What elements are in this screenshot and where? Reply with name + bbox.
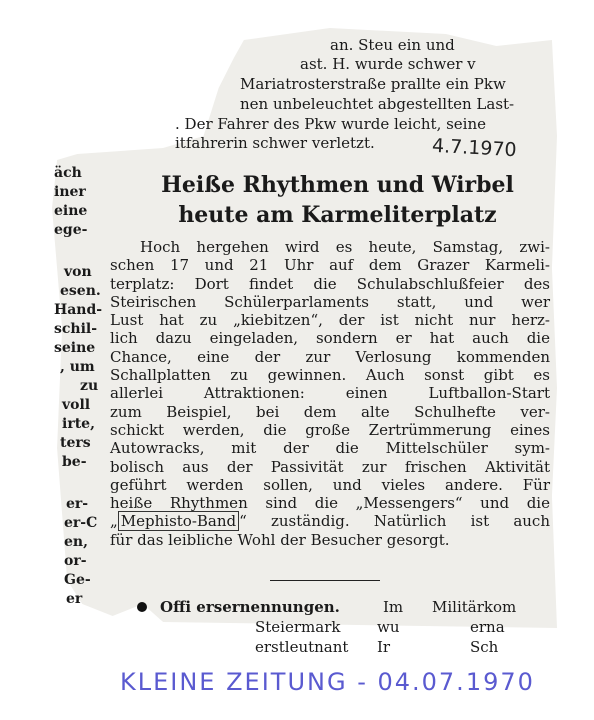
text-line: er bbox=[66, 591, 83, 607]
text-line: itfahrerin schwer verletzt. bbox=[175, 134, 375, 152]
text-line: von bbox=[64, 264, 92, 280]
text-line: ege- bbox=[54, 222, 88, 238]
text-line: erstleutnant bbox=[255, 638, 349, 656]
boxed-band-name: Mephisto-Band bbox=[118, 511, 239, 531]
headline-line: heute am Karmeliterplatz bbox=[178, 202, 497, 228]
body-line bbox=[110, 512, 550, 530]
text-line: or- bbox=[64, 553, 87, 569]
body-line: lich dazu eingeladen, sondern er hat auch die bbox=[110, 329, 550, 348]
body-line: heiße Rhythmen sind die „Messengers“ und die bbox=[110, 494, 550, 513]
body-line: Chance, eine der zur Verlosung kommenden bbox=[110, 347, 550, 366]
text-line: seine bbox=[54, 340, 96, 356]
body-line: schickt werden, die große Zertrümmerung eines bbox=[110, 420, 550, 439]
body-line: allerlei Attraktionen: einen Luftballon-Start bbox=[110, 384, 550, 403]
text-line: Hand- bbox=[54, 302, 103, 318]
quote-mark: „ bbox=[110, 512, 118, 531]
text-line: schil- bbox=[54, 321, 98, 337]
text-line: er-C bbox=[64, 515, 98, 531]
body-line: Hoch hergehen wird es heute, Samstag, zwi- bbox=[140, 238, 550, 256]
body-line: für das leibliche Wohl der Besucher gesorgt. bbox=[110, 530, 450, 549]
body-line: Autowracks, mit der die Mittelschüler sym- bbox=[110, 439, 550, 458]
text-line: , um bbox=[60, 359, 95, 375]
text-line: Militärkom bbox=[432, 598, 517, 616]
text-line: ters bbox=[60, 435, 91, 451]
bullet-icon bbox=[137, 602, 147, 612]
text-line: en, bbox=[64, 534, 88, 550]
article-headline bbox=[140, 170, 535, 230]
text-line: irte, bbox=[62, 416, 95, 432]
body-line: Lust hat zu „kiebitzen“, der ist nicht nur herz- bbox=[110, 311, 550, 330]
text-line: be- bbox=[62, 454, 87, 470]
headline-line: Heiße Rhythmen und Wirbel bbox=[161, 172, 514, 198]
text-line: Ge- bbox=[64, 572, 91, 588]
text-line: Steiermark bbox=[255, 618, 341, 636]
text-line: Offi ersernennungen. bbox=[160, 598, 340, 616]
text-line: wu bbox=[377, 618, 400, 636]
text-line: er- bbox=[66, 496, 89, 512]
divider-rule bbox=[270, 580, 380, 581]
text-line: . Der Fahrer des Pkw wurde leicht, seine bbox=[175, 115, 487, 133]
handwritten-source-note: KLEINE ZEITUNG - 04.07.1970 bbox=[120, 668, 535, 696]
text-line: voll bbox=[62, 397, 91, 413]
text-line: ast. H. wurde schwer v bbox=[300, 55, 476, 73]
text-line: Sch bbox=[470, 638, 499, 656]
text-line: Mariatrosterstraße prallte ein Pkw bbox=[240, 75, 506, 93]
text-line: eine bbox=[54, 203, 88, 219]
text-line: an. Steu ein und bbox=[330, 36, 455, 54]
body-line: Steirischen Schülerparlaments statt, und wer bbox=[110, 292, 550, 311]
text-line: iner bbox=[54, 184, 86, 200]
text-line: nen unbeleuchtet abgestellten Last- bbox=[240, 95, 515, 113]
body-line: geführt werden sollen, und vieles andere. Für bbox=[110, 475, 550, 494]
line-text: “ zuständig. Natürlich ist auch bbox=[239, 512, 550, 531]
body-line: schen 17 und 21 Uhr auf dem Grazer Karmeli- bbox=[110, 256, 550, 275]
body-line: bolisch aus der Passivität zur frischen Aktivität bbox=[110, 457, 550, 476]
body-line: terplatz: Dort findet die Schulabschlußfeier des bbox=[110, 274, 550, 293]
text-line: zu bbox=[80, 378, 99, 394]
text-line: erna bbox=[470, 618, 505, 636]
text-line: esen. bbox=[60, 283, 101, 299]
body-line: zum Beispiel, bei dem alte Schulhefte ver- bbox=[110, 402, 550, 421]
text-line: Im bbox=[383, 598, 404, 616]
body-line: Schallplatten zu gewinnen. Auch sonst gibt es bbox=[110, 366, 550, 385]
text-line: äch bbox=[54, 165, 82, 181]
text-line: Ir bbox=[377, 638, 391, 656]
article-body bbox=[110, 238, 550, 549]
handwritten-date: 4.7.1970 bbox=[431, 134, 518, 162]
